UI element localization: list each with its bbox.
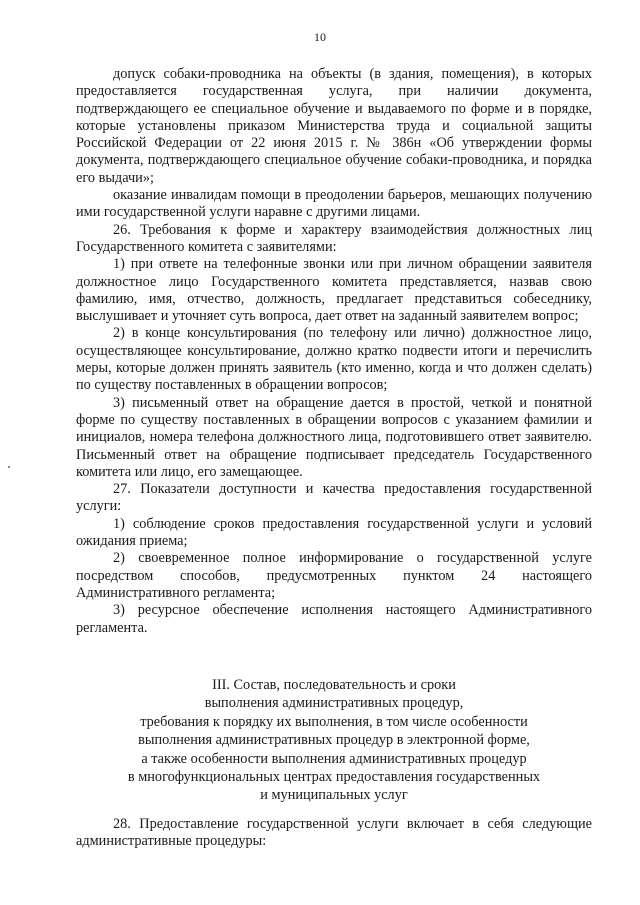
paragraph-item-27-2: 2) своевременное полное информирование о государственной услуге посредством способов, предусмотренных пунктом 24 настоящего Административного регламента; xyxy=(76,550,592,601)
paragraph-guide-dog-access: допуск собаки-проводника на объекты (в здания, помещения), в которых предоставляется государственная услуга, при наличии документа, подтверждающего ее специальное обучение и выдаваемого по форме и в порядке, которые установлены приказом Министерства труда и социальной защиты Российской Федерации от 22 июня 2015 г. № 386н «Об утверждении формы документа, подтверждающего специальное обучение собаки-проводника, и порядка его выдачи»; xyxy=(76,66,592,186)
section-heading-line: выполнения административных процедур в электронной форме, xyxy=(138,732,530,749)
paragraph-item-27: 27. Показатели доступности и качества предоставления государственной услуги: xyxy=(76,481,592,515)
paragraph-item-26-2: 2) в конце консультирования (по телефону или лично) должностное лицо, осуществляющее консультирование, должно кратко подвести итоги и перечислить меры, которые должен принять заявитель (кто именно, когда и что должен сделать) по существу поставленных в обращении вопросов; xyxy=(76,325,592,394)
section-heading-line: III. Состав, последовательность и сроки xyxy=(212,677,456,693)
section-heading xyxy=(76,676,592,805)
section-heading-line: и муниципальных услуг xyxy=(260,787,408,804)
paragraph-item-27-1: 1) соблюдение сроков предоставления государственной услуги и условий ожидания приема; xyxy=(76,515,592,550)
paragraph-item-26-1: 1) при ответе на телефонные звонки или при личном обращении заявителя должностное лицо Государственного комитета представляется, назвав свою фамилию, имя, отчество, должность, предлагает представиться собеседнику, выслушивает и уточняет суть вопроса, дает ответ на заданный заявителем вопрос; xyxy=(76,256,592,325)
page-number: 10 xyxy=(314,30,326,44)
paragraph-item-26-3: 3) письменный ответ на обращение дается в простой, четкой и понятной форме по существу поставленных в обращении вопросов с указанием фамилии и инициалов, номера телефона должностного лица, подготовившего ответ заявителю. Письменный ответ на обращение подписывает председатель Государственного комитета или лицо, его замещающее. xyxy=(76,394,592,480)
paragraph-assistance-to-disabled: оказание инвалидам помощи в преодолении барьеров, мешающих получению ими государственной услуги наравне с другими лицами. xyxy=(76,187,592,221)
scan-margin-mark xyxy=(8,466,10,468)
paragraph-item-27-3: 3) ресурсное обеспечение исполнения настоящего Административного регламента. xyxy=(76,602,592,636)
section-heading-line: в многофункциональных центрах предоставления государственных xyxy=(127,769,541,786)
section-heading-line: выполнения административных процедур, xyxy=(204,695,464,712)
section-heading-line: требования к порядку их выполнения, в том числе особенности xyxy=(140,713,528,730)
body-text xyxy=(76,66,592,637)
paragraph-item-28: 28. Предоставление государственной услуги включает в себя следующие административные процедуры: xyxy=(76,816,592,850)
paragraph-item-26: 26. Требования к форме и характеру взаимодействия должностных лиц Государственного комитета с заявителями: xyxy=(76,221,592,255)
closing-text xyxy=(76,816,592,851)
section-heading-line: а также особенности выполнения административных процедур xyxy=(141,750,527,767)
